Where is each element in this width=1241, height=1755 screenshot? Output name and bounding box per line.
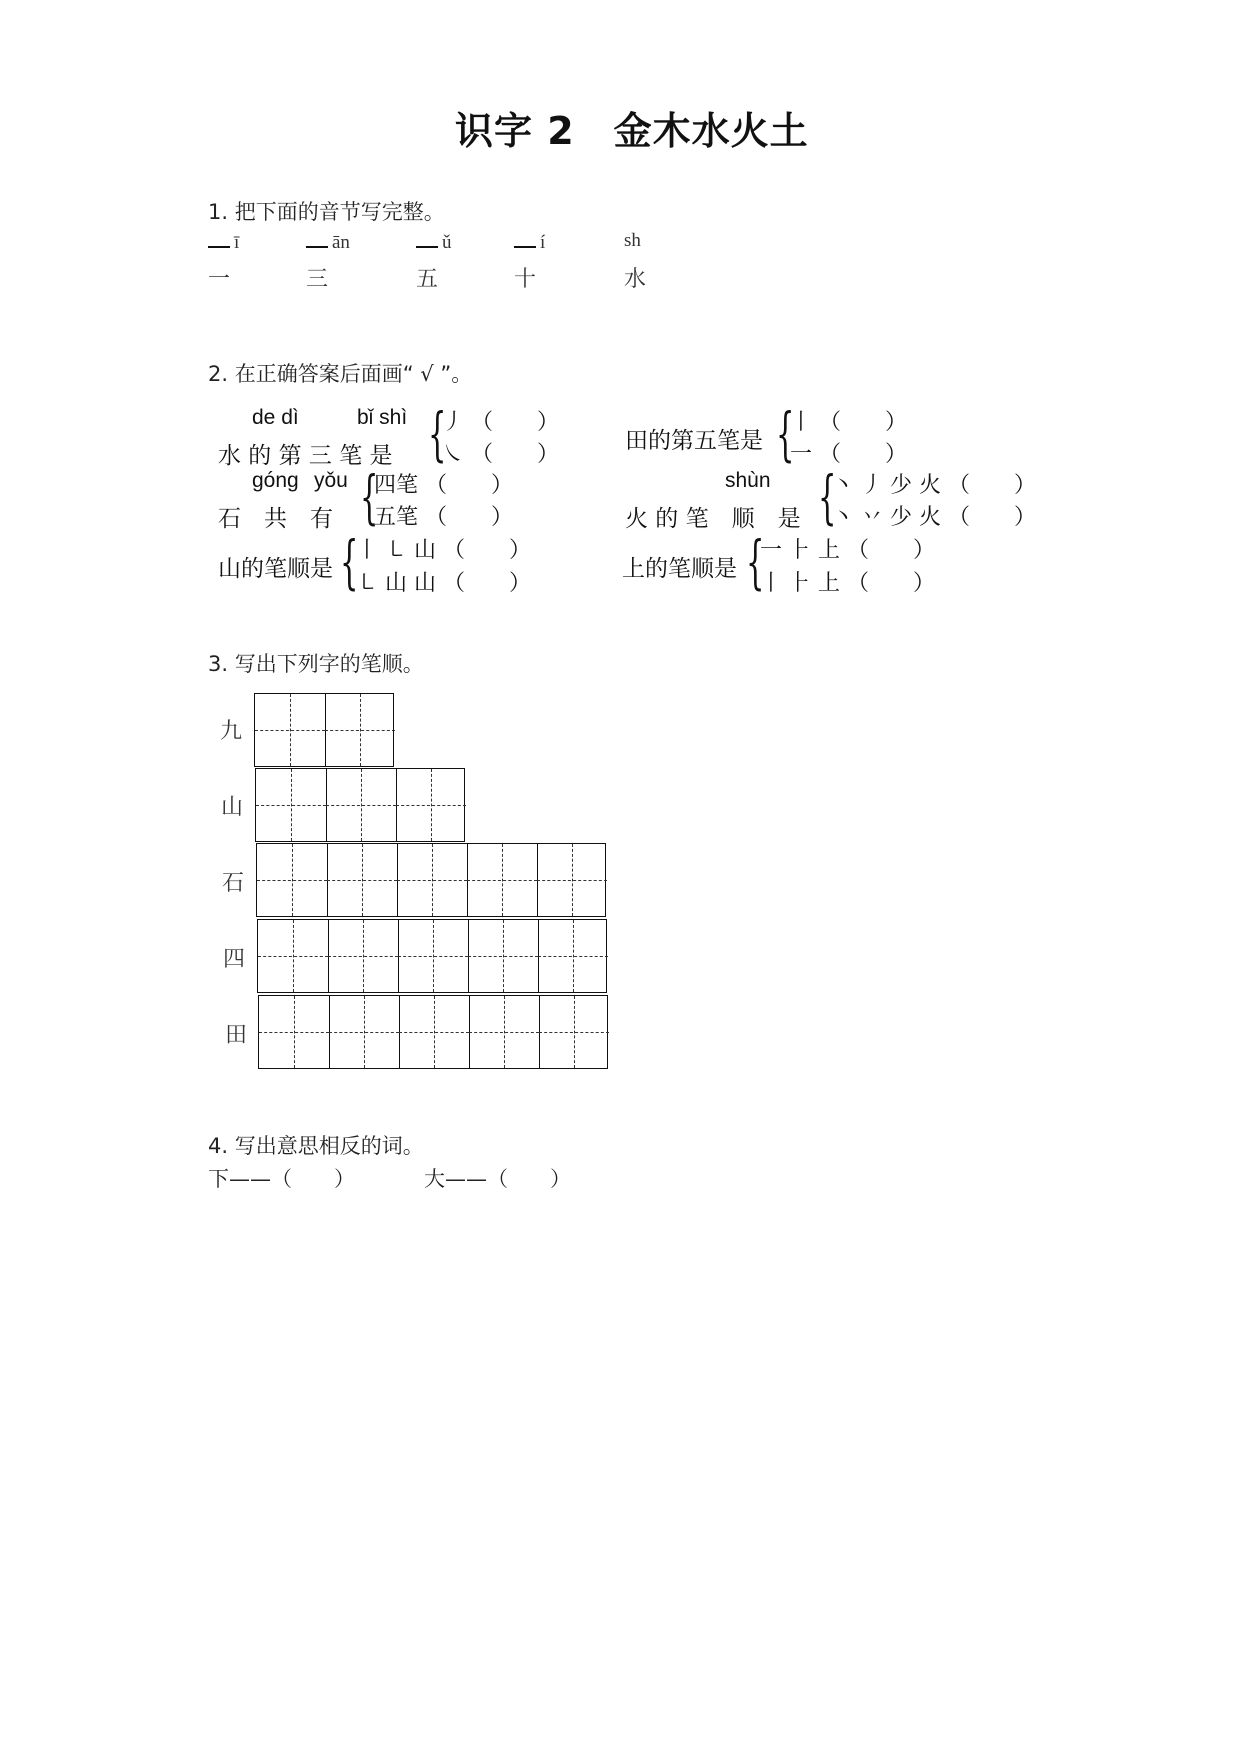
grid-row: [256, 843, 606, 917]
pinyin-you: yǒu: [314, 469, 348, 492]
char-3: 五: [416, 267, 439, 292]
pinyin-shun: shùn: [725, 469, 771, 492]
brace: {: [360, 463, 379, 531]
grid-cell[interactable]: [397, 844, 467, 916]
grid-cell[interactable]: [399, 996, 469, 1068]
char-2: 三: [306, 267, 329, 292]
grid-cell[interactable]: [396, 769, 466, 841]
grid-cell[interactable]: [539, 996, 609, 1068]
item-f-option-2[interactable]: 丨 ⺊ 上 （ ）: [760, 571, 935, 596]
answer-blank[interactable]: [208, 230, 230, 248]
pinyin-de-di: de dì: [252, 406, 299, 429]
antonym-item-1[interactable]: 下——（ ）: [208, 1167, 355, 1191]
grid-row: [254, 693, 394, 767]
syllable-item-2[interactable]: ān: [306, 230, 350, 254]
page-title: 识字 2 金木水火土: [455, 109, 809, 153]
item-b-option-2[interactable]: 一 （ ）: [790, 442, 907, 467]
grid-cell[interactable]: [329, 996, 399, 1068]
question-2-prompt: 2. 在正确答案后面画“ √ ”。: [208, 362, 473, 386]
grid-row: [258, 995, 608, 1069]
grid-cell[interactable]: [468, 920, 538, 992]
brace: {: [776, 400, 795, 468]
grid-row-char: 九: [220, 719, 243, 744]
syllable-item-4[interactable]: í: [514, 230, 545, 254]
grid-row: [255, 768, 465, 842]
syllable-item-5: sh: [624, 230, 641, 251]
grid-cell[interactable]: [255, 694, 325, 766]
item-e-option-1[interactable]: 丨 ㇄ 山 （ ）: [356, 538, 531, 563]
item-a-text: 水 的 第 三 笔 是: [218, 443, 393, 469]
grid-cell[interactable]: [538, 920, 608, 992]
grid-cell[interactable]: [256, 769, 326, 841]
item-c-option-1[interactable]: 四笔 （ ）: [374, 473, 513, 498]
char-4: 十: [514, 267, 537, 292]
question-1-prompt: 1. 把下面的音节写完整。: [208, 200, 445, 224]
char-1: 一: [208, 267, 231, 292]
item-c-text: 石 共 有: [218, 506, 333, 532]
item-d-option-1[interactable]: 丶 丿 少 火 （ ）: [832, 473, 1036, 498]
item-e-option-2[interactable]: ㇄ 山 山 （ ）: [356, 571, 531, 596]
grid-cell[interactable]: [328, 920, 398, 992]
grid-cell[interactable]: [258, 920, 328, 992]
char-5: 水: [624, 267, 647, 292]
item-a-option-1[interactable]: 丿 （ ）: [442, 410, 559, 435]
syllable-item-1[interactable]: ī: [208, 230, 239, 254]
antonym-item-2[interactable]: 大——（ ）: [424, 1167, 571, 1191]
grid-row-char: 田: [225, 1023, 248, 1048]
grid-cell[interactable]: [326, 769, 396, 841]
pinyin-gong: góng: [252, 469, 299, 492]
answer-blank[interactable]: [514, 230, 536, 248]
item-a-option-2[interactable]: ㇏ （ ）: [442, 442, 559, 467]
item-f-text: 上的笔顺是: [622, 556, 737, 582]
item-b-text: 田的第五笔是: [625, 428, 763, 454]
answer-blank[interactable]: [416, 230, 438, 248]
grid-row-char: 四: [223, 947, 246, 972]
syllable-item-3[interactable]: ǔ: [416, 230, 452, 254]
grid-cell[interactable]: [398, 920, 468, 992]
brace: {: [818, 463, 837, 531]
grid-row-char: 石: [222, 871, 245, 896]
item-d-text: 火 的 笔 顺 是: [625, 506, 801, 532]
pinyin-bi-shi: bǐ shì: [357, 406, 408, 429]
grid-cell[interactable]: [327, 844, 397, 916]
brace: {: [428, 400, 447, 468]
grid-row: [257, 919, 607, 993]
item-f-option-1[interactable]: 一 ⺊ 上 （ ）: [760, 538, 935, 563]
grid-cell[interactable]: [469, 996, 539, 1068]
grid-cell[interactable]: [259, 996, 329, 1068]
grid-cell[interactable]: [537, 844, 607, 916]
question-3-prompt: 3. 写出下列字的笔顺。: [208, 652, 424, 676]
grid-cell[interactable]: [325, 694, 395, 766]
item-c-option-2[interactable]: 五笔 （ ）: [374, 505, 513, 530]
grid-cell[interactable]: [257, 844, 327, 916]
brace: {: [340, 528, 359, 596]
grid-cell[interactable]: [467, 844, 537, 916]
item-b-option-1[interactable]: 丨 （ ）: [790, 410, 907, 435]
brace: {: [746, 528, 765, 596]
item-d-option-2[interactable]: 丶 丷 少 火 （ ）: [832, 505, 1036, 530]
grid-row-char: 山: [221, 795, 244, 820]
answer-blank[interactable]: [306, 230, 328, 248]
item-e-text: 山的笔顺是: [218, 556, 333, 582]
question-4-prompt: 4. 写出意思相反的词。: [208, 1134, 424, 1158]
